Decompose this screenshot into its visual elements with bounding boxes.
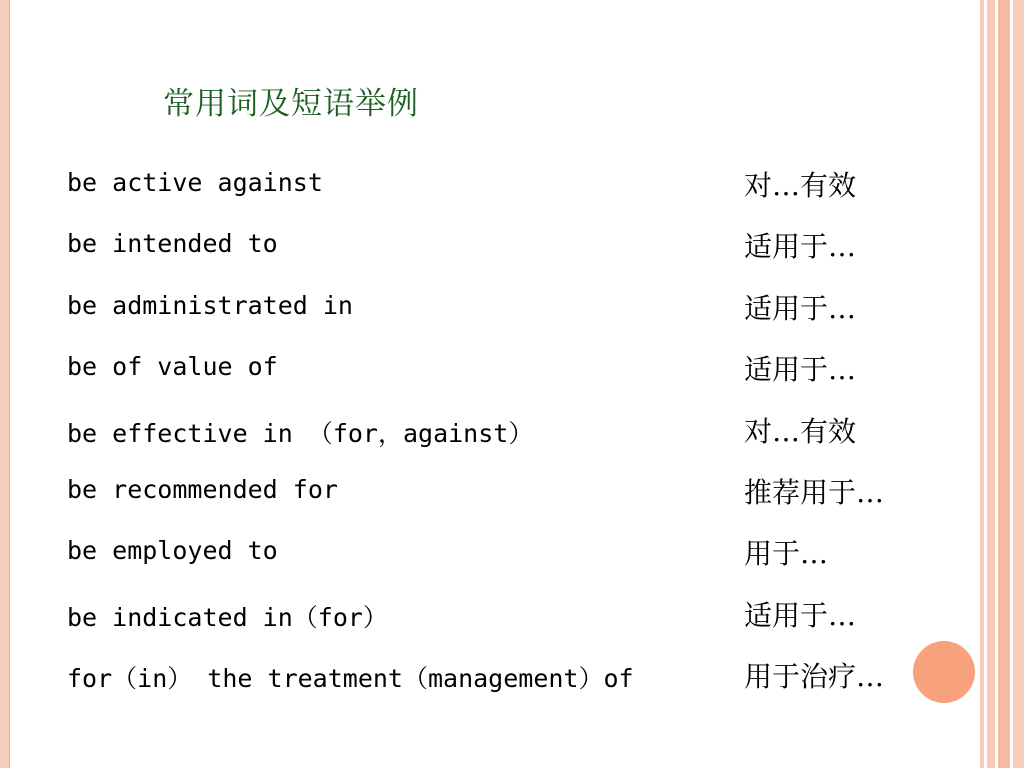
phrase-chinese: 对…有效: [744, 414, 857, 448]
phrase-english: be administrated in: [67, 290, 353, 320]
phrase-english: be of value of: [67, 352, 278, 382]
phrase-english: be intended to: [67, 229, 278, 259]
phrase-row: [0, 229, 1024, 269]
phrase-english: for（in） the treatment（management）of: [67, 664, 634, 694]
phrase-row: [0, 475, 1024, 515]
phrase-chinese: 适用于…: [744, 353, 857, 387]
phrase-row: [0, 536, 1024, 576]
phrase-chinese: 适用于…: [744, 598, 857, 632]
phrase-english: be active against: [67, 168, 323, 197]
phrase-english: be employed to: [67, 536, 278, 566]
phrase-row: [0, 168, 1024, 208]
phrase-english: be effective in （for，against）: [67, 418, 534, 448]
phrase-row: [0, 291, 1024, 331]
slide-title: 常用词及短语举例: [163, 86, 419, 122]
phrase-chinese: 用于治疗…: [744, 660, 885, 694]
phrase-chinese: 推荐用于…: [744, 476, 885, 509]
phrase-row: [0, 352, 1024, 392]
phrase-row: [0, 598, 1024, 638]
phrase-english: be indicated in（for）: [67, 602, 388, 632]
phrase-chinese: 适用于…: [744, 230, 857, 264]
phrase-row: [0, 414, 1024, 454]
phrase-row: [0, 659, 1024, 699]
decorative-circle: [913, 641, 975, 703]
phrase-chinese: 用于…: [744, 537, 829, 571]
phrase-chinese: 对…有效: [744, 169, 857, 202]
phrase-chinese: 适用于…: [744, 291, 857, 325]
phrase-english: be recommended for: [67, 475, 338, 504]
